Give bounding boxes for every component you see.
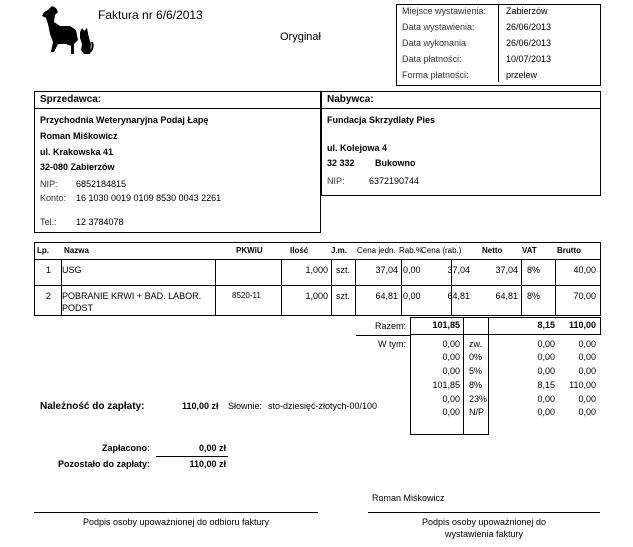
col-header-price: Cena jedn. <box>357 246 396 255</box>
row-qty: 1,000 <box>305 291 328 301</box>
row-vat: 8% <box>527 265 541 275</box>
remaining-value: 110,00 zł <box>189 459 226 469</box>
col-header-name: Nazwa <box>64 246 89 255</box>
invoice-title: Faktura nr 6/6/2013 <box>98 8 203 22</box>
signature-line-receiver <box>34 512 318 513</box>
row-netto: 64,81 <box>495 291 518 301</box>
vat-row-vat: 0,00 <box>537 407 555 417</box>
meta-value: przelew <box>506 70 538 80</box>
vat-row-netto: 0,00 <box>442 407 460 417</box>
seller-konto: 16 1030 0019 0109 8530 0043 2261 <box>76 193 222 203</box>
razem-brutto: 110,00 <box>568 320 596 330</box>
vat-row-rate: 5% <box>469 366 483 376</box>
vat-row-brutto: 0,00 <box>578 407 596 417</box>
row-lp: 2 <box>46 291 52 301</box>
remaining-label: Pozostało do zapłaty: <box>57 459 150 469</box>
col-header-price-discount: Cena (rab.) <box>421 246 462 255</box>
row-price-discount: 37,04 <box>447 265 470 275</box>
vat-row-netto: 101,85 <box>432 380 460 390</box>
summary-divider <box>463 317 464 435</box>
seller-tel-label: Tel.: <box>40 217 57 227</box>
col-header-vat: VAT <box>522 246 537 255</box>
summary-divider <box>488 317 489 435</box>
row-price: 64,81 <box>375 291 398 301</box>
buyer-nip: 6372190744 <box>369 176 420 186</box>
paid-value: 0,00 zł <box>198 443 226 453</box>
vat-row-netto: 0,00 <box>442 352 460 362</box>
buyer-nip-label: NIP: <box>327 176 345 186</box>
buyer-heading: Nabywca: <box>327 94 374 105</box>
vat-row-brutto: 110,00 <box>569 380 596 390</box>
row-lp: 1 <box>46 265 52 275</box>
seller-nip-label: NIP: <box>40 179 58 189</box>
row-discount: 0,00 <box>403 291 421 301</box>
seller-person: Roman Miśkowicz <box>40 131 118 141</box>
seller-name: Przychodnia Weterynaryjna Podaj Łapę <box>40 115 209 125</box>
vat-row-rate: N/P <box>469 407 485 417</box>
row-pkwiu: 8520-11 <box>232 291 261 300</box>
receiver-signature-caption: Podpis osoby upoważnionej do odbioru faktury <box>82 517 270 527</box>
row-qty: 1,000 <box>305 265 328 275</box>
row-discount: 0,00 <box>403 265 421 275</box>
issuer-name: Roman Miśkowicz <box>372 493 445 503</box>
meta-value: 26/06/2013 <box>506 22 552 32</box>
vat-row-brutto: 0,00 <box>578 339 596 349</box>
meta-value: 10/07/2013 <box>506 54 552 64</box>
seller-street: ul. Krakowska 41 <box>40 147 114 157</box>
meta-label: Miejsce wystawienia: <box>402 6 487 16</box>
vat-row-vat: 8,15 <box>537 380 555 390</box>
seller-heading: Sprzedawca: <box>40 94 102 105</box>
row-name: USG <box>62 265 82 275</box>
vat-row-rate: 8% <box>469 380 483 390</box>
row-price-discount: 64,81 <box>447 291 470 301</box>
col-header-discount: Rab.% <box>399 246 424 255</box>
row-unit: szt. <box>336 265 351 275</box>
vat-row-brutto: 0,00 <box>578 366 596 376</box>
items-table <box>34 242 601 316</box>
buyer-postcode: 32 332 <box>327 158 355 168</box>
summary-divider <box>410 335 411 435</box>
row-unit: szt. <box>336 291 351 301</box>
seller-konto-label: Konto: <box>40 193 67 203</box>
amount-words-label: Słownie: <box>228 401 263 411</box>
amount-words: sto-dziesięć-złotych-00/100 <box>268 401 378 411</box>
copy-label: Oryginał <box>280 31 321 43</box>
vat-row-brutto: 0,00 <box>578 394 596 404</box>
vat-row-rate: zw. <box>469 339 483 349</box>
paid-underline <box>156 456 228 457</box>
vat-row-vat: 0,00 <box>537 394 555 404</box>
meta-label: Data wykonania <box>402 38 467 48</box>
col-header-pkwiu: PKWiU <box>236 246 263 255</box>
issuer-signature-caption: Podpis osoby upoważnionej do <box>421 517 547 527</box>
meta-value: 26/06/2013 <box>506 38 552 48</box>
vat-row-brutto: 0,00 <box>578 352 596 362</box>
signature-line-issuer <box>368 512 600 513</box>
row-vat: 8% <box>527 291 541 301</box>
meta-label: Data płatności: <box>402 54 462 64</box>
razem-vat: 8,15 <box>537 320 555 330</box>
meta-label: Forma płatności: <box>402 70 469 80</box>
buyer-name: Fundacja Skrzydlaty Pies <box>327 115 436 125</box>
vat-row-rate: 0% <box>469 352 483 362</box>
buyer-street: ul. Kolejowa 4 <box>327 143 388 153</box>
razem-label: Razem: <box>374 321 406 331</box>
col-header-netto: Netto <box>482 246 503 255</box>
vat-row-vat: 0,00 <box>537 352 555 362</box>
seller-city: 32-080 Zabierzów <box>40 162 115 172</box>
dog-cat-logo <box>38 4 94 58</box>
vat-row-rate: 23% <box>469 394 488 404</box>
row-name: POBRANIE KRWI + BAD. LABOR. <box>62 291 202 301</box>
meta-value: Zabierzów <box>506 6 548 16</box>
vat-row-netto: 0,00 <box>442 394 460 404</box>
vat-row-vat: 0,00 <box>537 339 555 349</box>
meta-label: Data wystawienia: <box>402 22 475 32</box>
summary-bottom <box>410 434 488 435</box>
row-brutto: 40,00 <box>573 265 596 275</box>
col-header-qty: Ilość <box>290 246 309 255</box>
row-brutto: 70,00 <box>573 291 596 301</box>
row-name-cont: PODST <box>62 303 94 313</box>
col-header-brutto: Brutto <box>557 246 581 255</box>
wtym-label: W tym: <box>378 339 406 349</box>
vat-row-vat: 0,00 <box>537 366 555 376</box>
col-header-lp: Lp. <box>37 246 49 255</box>
row-netto: 37,04 <box>495 265 518 275</box>
buyer-city: Bukowno <box>375 158 416 168</box>
buyer-header-divider <box>321 108 601 109</box>
amount-due-label: Należność do zapłaty: <box>40 401 145 412</box>
vat-row-netto: 0,00 <box>442 339 460 349</box>
meta-divider <box>498 4 499 82</box>
summary-left-line <box>356 335 410 336</box>
issuer-signature-caption-cont: wystawienia faktury <box>444 529 524 539</box>
razem-netto: 101,85 <box>432 320 460 330</box>
seller-tel: 12 3784078 <box>76 217 124 227</box>
col-header-unit: J.m. <box>331 246 348 255</box>
amount-due-value: 110,00 zł <box>182 401 219 411</box>
paid-label: Zapłacono: <box>101 443 150 453</box>
seller-header-divider <box>34 108 321 109</box>
vat-row-netto: 0,00 <box>442 366 460 376</box>
seller-nip: 6852184815 <box>76 179 127 189</box>
row-price: 37,04 <box>375 265 398 275</box>
